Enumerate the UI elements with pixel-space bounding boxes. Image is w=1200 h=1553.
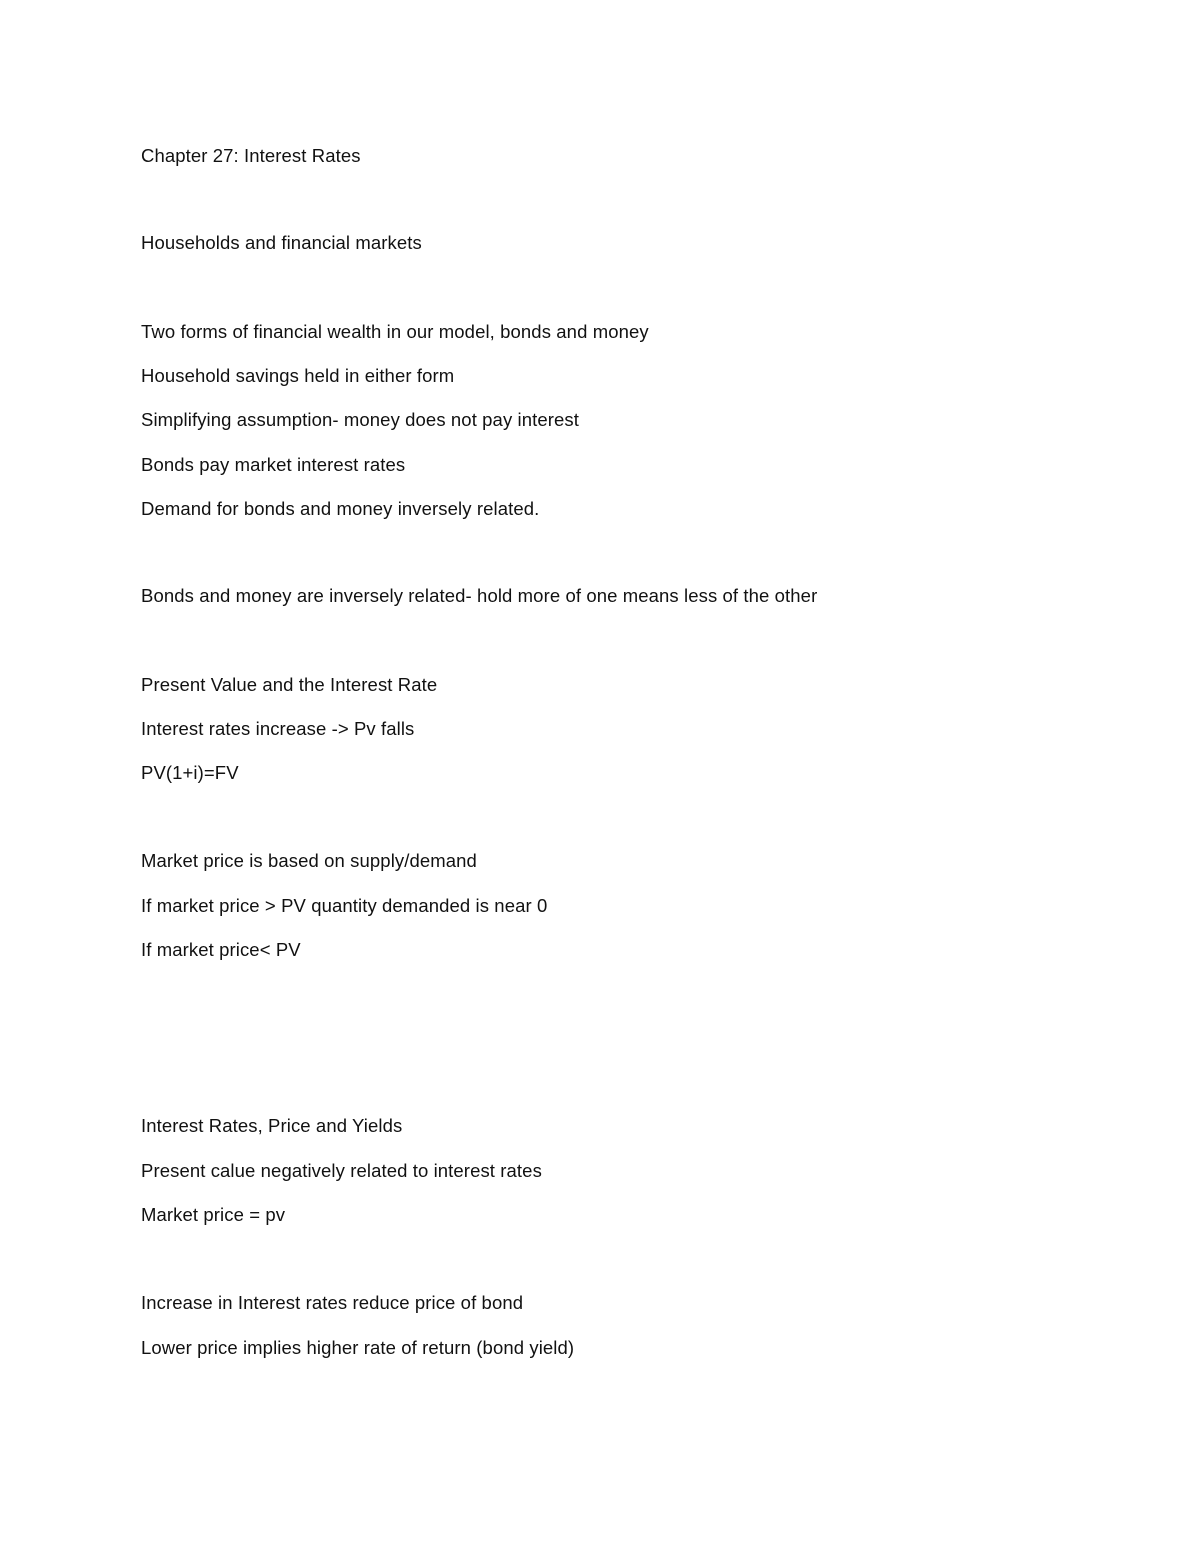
- text-line: If market price > PV quantity demanded is near 0: [141, 895, 548, 916]
- text-line: Market price = pv: [141, 1204, 286, 1225]
- text-line: Present calue negatively related to interest rates: [141, 1160, 542, 1181]
- text-line: Lower price implies higher rate of return (bond yield): [141, 1337, 575, 1358]
- section-heading-interest-rates-price-yields: Interest Rates, Price and Yields: [141, 1115, 403, 1136]
- section-heading-present-value: Present Value and the Interest Rate: [141, 674, 438, 695]
- text-line: Bonds and money are inversely related- hold more of one means less of the other: [141, 585, 818, 606]
- text-line: Interest rates increase -> Pv falls: [141, 718, 415, 739]
- text-line: Bonds pay market interest rates: [141, 454, 406, 475]
- text-line: Increase in Interest rates reduce price of bond: [141, 1292, 524, 1313]
- text-line: Household savings held in either form: [141, 365, 455, 386]
- text-line: PV(1+i)=FV: [141, 762, 239, 783]
- section-heading-households: Households and financial markets: [141, 232, 422, 253]
- text-line: Market price is based on supply/demand: [141, 850, 477, 871]
- text-line: Two forms of financial wealth in our model, bonds and money: [141, 321, 649, 342]
- text-line: If market price< PV: [141, 939, 301, 960]
- document-title: Chapter 27: Interest Rates: [141, 145, 361, 166]
- text-line: Demand for bonds and money inversely related.: [141, 498, 540, 519]
- text-line: Simplifying assumption- money does not pay interest: [141, 409, 580, 430]
